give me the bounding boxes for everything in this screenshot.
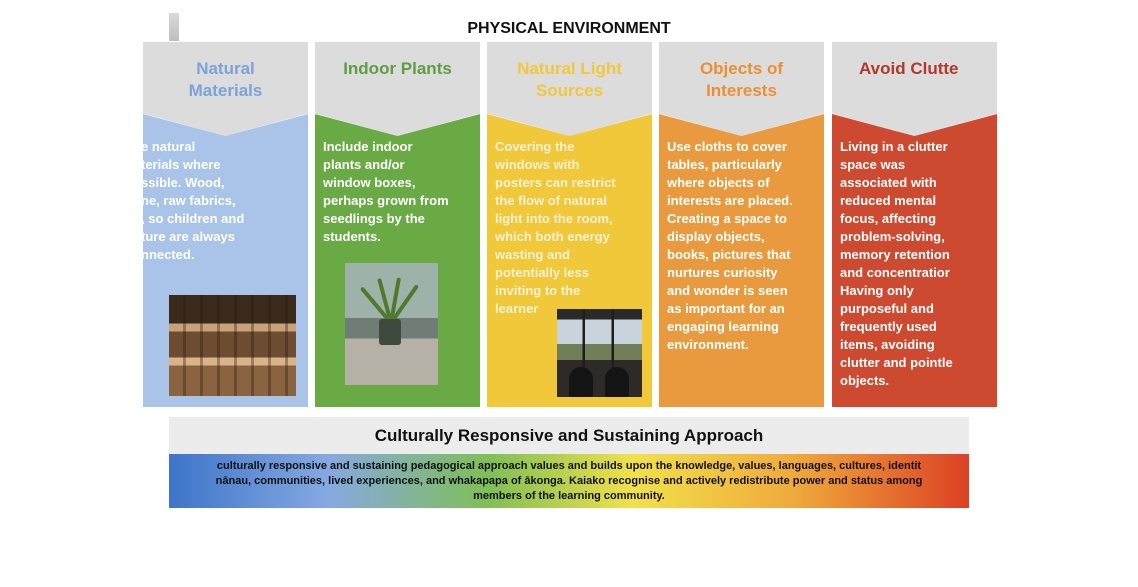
- text-line: purposeful and: [840, 301, 934, 316]
- heading-line: Natural Light: [517, 59, 622, 78]
- text-line: nnected.: [141, 247, 195, 262]
- text-line: memory retention: [840, 247, 950, 262]
- wooden-materials-photo: [169, 295, 296, 396]
- text-line: seedlings by the: [323, 211, 425, 226]
- column-heading: [859, 58, 958, 80]
- text-line: ssible. Wood,: [141, 175, 225, 190]
- column-heading: [143, 58, 308, 102]
- text-line: nānau, communities, lived experiences, and whakapapa of ākonga. Kaiako recognise and actively redistribute power and status among: [215, 475, 923, 487]
- text-line: and wonder is seen: [667, 283, 788, 298]
- text-line: display objects,: [667, 229, 765, 244]
- text-line: environment.: [667, 337, 749, 352]
- text-line: interests are placed.: [667, 193, 793, 208]
- text-line: engaging learning: [667, 319, 779, 334]
- text-line: perhaps grown from: [323, 193, 449, 208]
- text-line: and concentratior: [840, 265, 950, 280]
- person-silhouette: [605, 367, 629, 397]
- text-line: students.: [323, 229, 381, 244]
- column-heading: [487, 58, 652, 102]
- indoor-plant-photo: [345, 263, 438, 385]
- heading-line: Interests: [706, 81, 777, 100]
- approach-title: Culturally Responsive and Sustaining Approach: [169, 417, 969, 454]
- text-line: problem-solving,: [840, 229, 945, 244]
- text-line: culturally responsive and sustaining pedagogical approach values and builds upon the knowledge, values, languages, cultures, identit: [216, 460, 922, 472]
- text-line: Creating a space to: [667, 211, 787, 226]
- approach-band: [169, 454, 969, 508]
- window-view-photo: [557, 309, 642, 397]
- text-line: Living in a clutter: [840, 139, 948, 154]
- column-description: [141, 138, 304, 264]
- text-line: nurtures curiosity: [667, 265, 778, 280]
- text-line: focus, affecting: [840, 211, 937, 226]
- text-line: objects.: [840, 373, 890, 388]
- column-objects-of-interests: [659, 42, 824, 407]
- text-line: windows with: [495, 157, 580, 172]
- column-description: [840, 138, 993, 390]
- column-description: [667, 138, 820, 354]
- person-silhouette: [569, 367, 593, 397]
- text-line: Use cloths to cover: [667, 139, 787, 154]
- text-line: items, avoiding: [840, 337, 935, 352]
- approach-description: [169, 459, 969, 504]
- text-line: learner: [495, 301, 539, 316]
- text-line: window boxes,: [323, 175, 416, 190]
- heading-line: Materials: [188, 81, 263, 100]
- column-heading: [659, 58, 824, 102]
- text-line: light into the room,: [495, 211, 613, 226]
- heading-line: Natural: [196, 59, 255, 78]
- text-line: terials where: [141, 157, 221, 172]
- text-line: which both energy: [495, 229, 610, 244]
- plant-pot: [379, 319, 401, 345]
- infographic-poster: [141, 13, 969, 508]
- text-line: members of the learning community.: [473, 490, 665, 502]
- text-line: clutter and pointle: [840, 355, 953, 370]
- text-line: wasting and: [495, 247, 571, 262]
- page-title: PHYSICAL ENVIRONMENT: [467, 20, 671, 37]
- text-line: Include indoor: [323, 139, 413, 154]
- text-line: books, pictures that: [667, 247, 791, 262]
- column-description: [323, 138, 476, 246]
- heading-line: Avoid Clutte: [859, 59, 959, 78]
- heading-line: Indoor Plants: [343, 59, 452, 78]
- text-line: tables, particularly: [667, 157, 782, 172]
- text-line: the flow of natural: [495, 193, 607, 208]
- text-line: as important for an: [667, 301, 785, 316]
- text-line: Covering the: [495, 139, 575, 154]
- text-line: e natural: [141, 139, 196, 154]
- column-heading: [315, 58, 480, 80]
- text-line: frequently used: [840, 319, 937, 334]
- text-line: , so children and: [141, 211, 245, 226]
- text-line: ture are always: [141, 229, 235, 244]
- text-line: plants and/or: [323, 157, 405, 172]
- column-avoid-clutter: [832, 42, 997, 407]
- text-line: ne, raw fabrics,: [141, 193, 236, 208]
- text-line: inviting to the: [495, 283, 581, 298]
- text-line: reduced mental: [840, 193, 937, 208]
- text-line: where objects of: [667, 175, 770, 190]
- text-line: space was: [840, 157, 906, 172]
- heading-line: Objects of: [699, 59, 784, 78]
- text-line: associated with: [840, 175, 937, 190]
- text-line: Having only: [840, 283, 914, 298]
- heading-line: Sources: [535, 81, 604, 100]
- column-description: [495, 138, 648, 318]
- text-line: potentially less: [495, 265, 589, 280]
- text-line: posters can restrict: [495, 175, 616, 190]
